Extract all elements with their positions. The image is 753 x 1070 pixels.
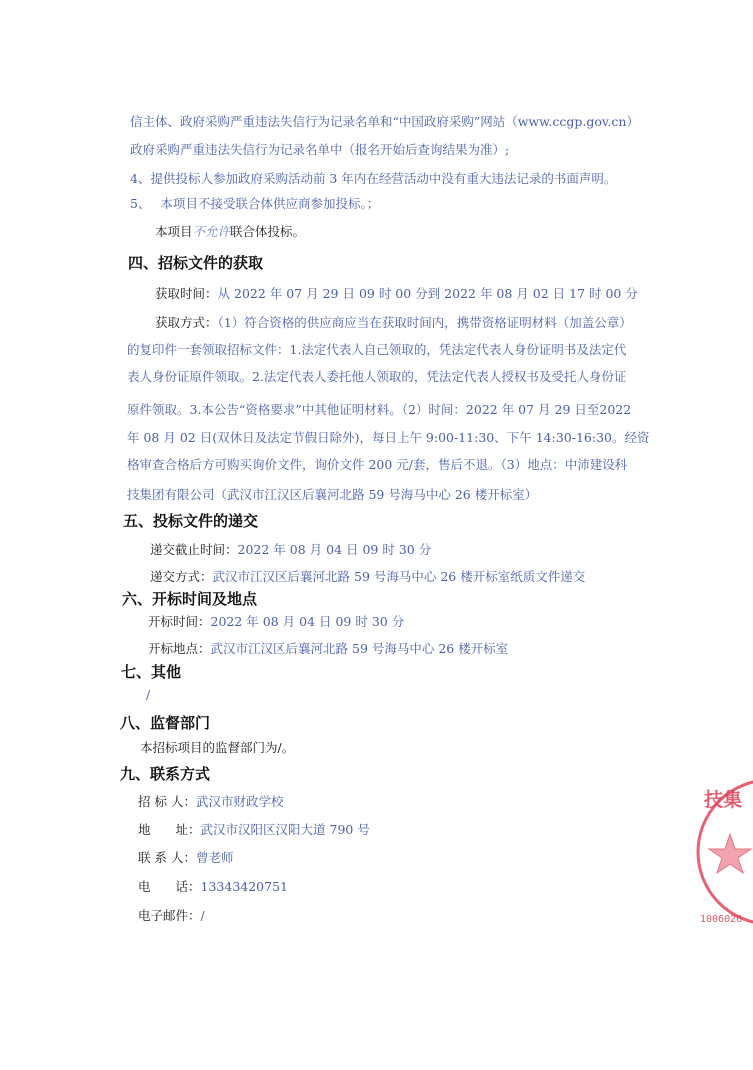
contact-person [138, 850, 233, 866]
submit-method-value: 武汉市江汉区后襄河北路 59 号海马中心 26 楼开标室纸质文件递交 [212, 569, 586, 584]
acquire-method-line-3: 表人身份证原件领取。2.法定代表人委托他人领取的，凭法定代表人授权书及受托人身份证 [127, 369, 627, 384]
contact-phone [138, 879, 288, 895]
contact-tenderer [138, 794, 283, 810]
submit-method [150, 569, 585, 585]
intro-line-2: 政府采购严重违法失信行为记录名单中（报名开始后查询结果为准）; [130, 142, 510, 157]
seal-star-icon [709, 834, 751, 873]
open-place-label: 开标地点： [148, 641, 211, 656]
open-time [148, 614, 404, 630]
tenderer-label: 招 标 人： [138, 794, 196, 809]
seal-graphic [690, 772, 753, 932]
section-5-heading: 五、投标文件的递交 [123, 512, 259, 530]
contact-email [138, 908, 205, 924]
intro-item-5 [130, 196, 379, 212]
contact-person-label: 联 系 人： [138, 850, 196, 865]
acquire-method-text-1: （1）符合资格的供应商应当在获取时间内，携带资格证明材料（加盖公章） [217, 315, 632, 330]
section-6-heading: 六、开标时间及地点 [122, 590, 258, 608]
intro-line-1: 信主体、政府采购严重违法失信行为记录名单和“中国政府采购”网站（www.ccgp.gov.cn） [130, 114, 639, 129]
official-seal [690, 772, 753, 932]
acquire-method-line-7: 技集团有限公司（武汉市江汉区后襄河北路 59 号海马中心 26 楼开标室） [127, 487, 538, 502]
address-value: 武汉市汉阳区汉阳大道 790 号 [200, 822, 370, 837]
seal-text: 技集 [704, 789, 743, 811]
acquire-method-line-2: 的复印件一套领取招标文件：1.法定代表人自己领取的，凭法定代表人身份证明书及法定代 [127, 342, 627, 357]
contact-address [138, 822, 370, 838]
acquire-method-line-1 [155, 315, 632, 331]
section-9-heading: 九、联系方式 [120, 765, 211, 783]
phone-label: 电 话： [138, 879, 201, 894]
address-label: 地 址： [138, 822, 201, 837]
open-place [148, 641, 508, 657]
email-label: 电子邮件： [138, 908, 201, 923]
acquire-time-value: 从 2022 年 07 月 29 日 09 时 00 分到 2022 年 08 月 02 日 17 时 00 分 [217, 286, 638, 301]
acquire-time [155, 286, 638, 302]
submit-deadline [150, 542, 431, 558]
intro-item-5-text: 本项目不接受联合体供应商参加投标。； [160, 196, 380, 211]
email-value: / [200, 908, 205, 923]
seal-number: 1006026 [700, 914, 743, 925]
joint-bid-statement [155, 224, 305, 240]
contact-person-value: 曾老师 [195, 850, 234, 865]
other-content: / [146, 687, 151, 702]
open-place-value: 武汉市江汉区后襄河北路 59 号海马中心 26 楼开标室 [210, 641, 509, 656]
submit-method-label: 递交方式： [150, 569, 213, 584]
phone-value: 13343420751 [200, 879, 288, 894]
acquire-time-label: 获取时间： [155, 286, 218, 301]
section-8-heading: 八、监督部门 [120, 714, 211, 732]
submit-deadline-label: 递交截止时间： [150, 542, 238, 557]
acquire-method-line-5: 年 08 月 02 日(双休日及法定节假日除外)，每日上午 9:00-11:30、下午 14:30-16:30。经资 [127, 430, 650, 445]
open-time-label: 开标时间： [148, 614, 211, 629]
acquire-method-line-6: 格审查合格后方可购买询价文件，询价文件 200 元/套，售后不退。（3）地点：中沛建设科 [127, 457, 628, 472]
supervision-content: 本招标项目的监督部门为/。 [140, 740, 295, 755]
joint-bid-suffix: 联合体投标。 [230, 224, 306, 239]
intro-item-5-number: 5、 [130, 196, 151, 211]
section-4-heading: 四、招标文件的获取 [128, 254, 264, 272]
section-7-heading: 七、其他 [121, 663, 182, 681]
open-time-value: 2022 年 08 月 04 日 09 时 30 分 [210, 614, 405, 629]
acquire-method-label: 获取方式： [155, 315, 218, 330]
tenderer-value: 武汉市财政学校 [195, 794, 284, 809]
joint-bid-italic: 不允许 [192, 224, 231, 239]
joint-bid-prefix: 本项目 [155, 224, 193, 239]
intro-item-4: 4、提供投标人参加政府采购活动前 3 年内在经营活动中没有重大违法记录的书面声明。 [130, 171, 617, 186]
submit-deadline-value: 2022 年 08 月 04 日 09 时 30 分 [237, 542, 432, 557]
acquire-method-line-4: 原件领取。3.本公告“资格要求”中其他证明材料。（2）时间：2022 年 07 月 29 日至2022 [127, 402, 632, 417]
